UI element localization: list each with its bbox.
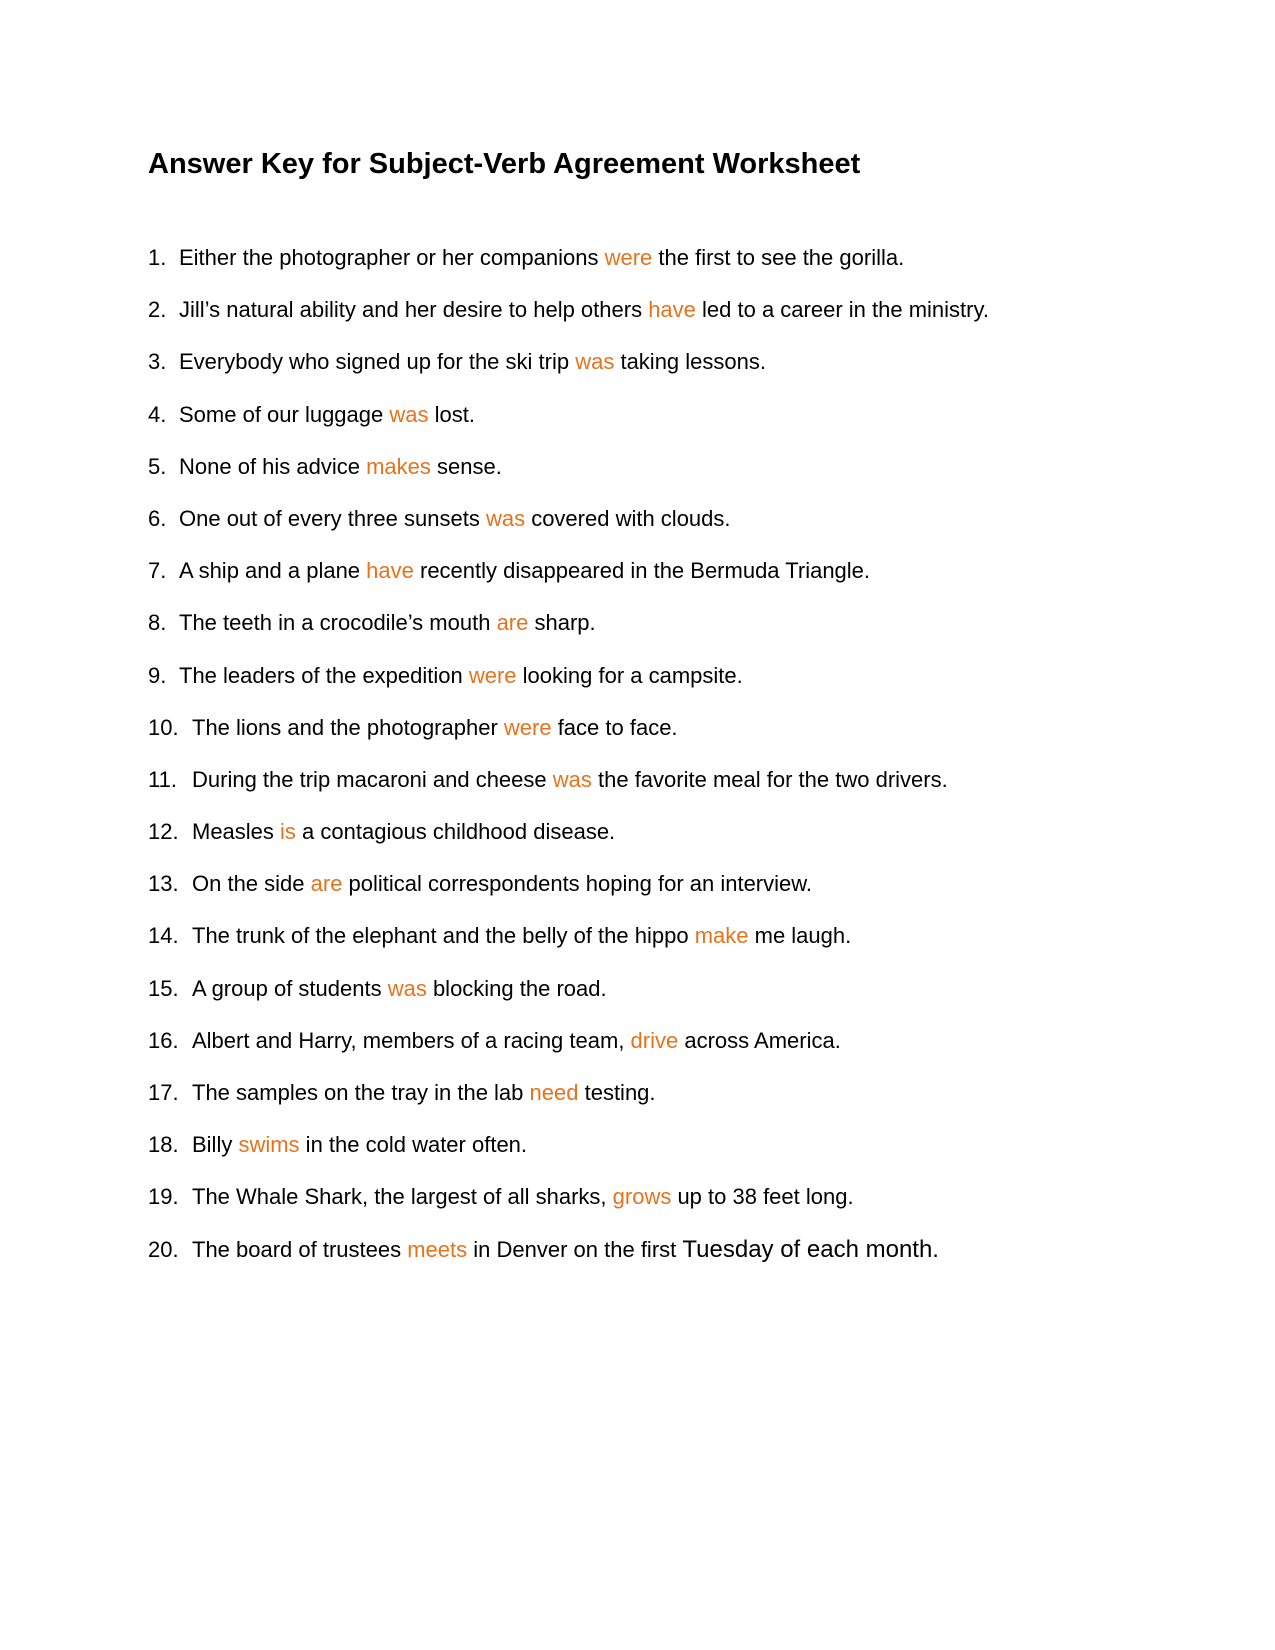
sentence-start: The teeth in a crocodile’s mouth (179, 610, 497, 636)
answer-verb: were (503, 714, 552, 740)
page-title: Answer Key for Subject-Verb Agreement Worksheet (148, 148, 861, 180)
sentence-end: covered with clouds. (525, 505, 731, 531)
item-number: 17. (148, 1080, 179, 1105)
sentence-end: testing. (578, 1080, 656, 1105)
list-item (148, 661, 1228, 713)
list-item (148, 452, 1228, 504)
list-item (148, 347, 1228, 399)
answer-verb: need (529, 1080, 579, 1105)
sentence-start: Jill’s natural ability and her desire to help others (179, 297, 649, 323)
item-number: 13. (148, 871, 179, 897)
answer-verb: was (552, 766, 592, 792)
item-number: 10. (148, 714, 179, 740)
item-number: 4. (148, 401, 167, 427)
answer-verb: drive (630, 1027, 679, 1053)
item-number: 7. (148, 558, 167, 584)
list-item (148, 400, 1228, 452)
list-item (148, 765, 1228, 817)
sentence-end-large: Tuesday of each month. (682, 1235, 939, 1263)
item-number: 11. (148, 766, 177, 792)
sentence-end: looking for a campsite. (516, 662, 743, 688)
sentence-start: Everybody who signed up for the ski trip (179, 349, 576, 375)
list-item (148, 608, 1228, 660)
sentence-end: face to face. (551, 714, 678, 740)
sentence-end: in the cold water often. (299, 1132, 528, 1158)
list-item (148, 556, 1228, 608)
sentence-end: taking lessons. (614, 349, 766, 375)
list-item (148, 1130, 1228, 1182)
answer-verb: is (280, 819, 296, 845)
sentence-end: sense. (430, 453, 502, 479)
item-number: 15. (148, 975, 179, 1001)
list-item (148, 869, 1228, 921)
item-number: 20. (148, 1236, 179, 1262)
sentence-end: across America. (678, 1027, 841, 1053)
sentence-end: recently disappeared in the Bermuda Triangle. (413, 558, 871, 584)
answer-verb: makes (366, 453, 431, 479)
answer-verb: have (648, 297, 696, 323)
list-item (148, 1235, 1228, 1287)
list-item (148, 974, 1228, 1026)
list-item (148, 713, 1228, 765)
sentence-start: A ship and a plane (179, 558, 367, 584)
sentence-start: The board of trustees (192, 1236, 408, 1262)
sentence-start: None of his advice (179, 453, 367, 479)
sentence-start: Either the photographer or her companions (179, 245, 605, 270)
sentence-start: One out of every three sunsets (179, 505, 486, 531)
sentence-end: led to a career in the ministry. (695, 297, 989, 323)
item-number: 9. (148, 662, 167, 688)
sentence-end: lost. (428, 401, 475, 427)
item-number: 19. (148, 1184, 179, 1210)
answer-verb: grows (612, 1184, 672, 1210)
answer-verb: was (389, 401, 429, 427)
item-number: 5. (148, 453, 167, 479)
item-number: 18. (148, 1132, 179, 1158)
item-number: 12. (148, 819, 179, 845)
sentence-start: The samples on the tray in the lab (192, 1080, 530, 1105)
answer-verb: make (694, 923, 749, 949)
list-item (148, 1078, 1228, 1130)
answer-verb: swims (238, 1132, 300, 1158)
answer-verb: was (485, 505, 526, 531)
answer-verb: are (496, 610, 529, 636)
sentence-start: During the trip macaroni and cheese (192, 766, 553, 792)
sentence-start: The leaders of the expedition (179, 662, 469, 688)
sentence-end: in Denver on the first (467, 1236, 683, 1262)
answer-verb: were (604, 245, 653, 270)
answer-verb: are (310, 871, 343, 897)
list-item (148, 243, 1228, 295)
sentence-end: sharp. (528, 610, 596, 636)
sentence-start: A group of students (192, 975, 388, 1001)
sentence-end: a contagious childhood disease. (295, 819, 616, 845)
sentence-end: up to 38 feet long. (671, 1184, 854, 1210)
answer-verb: were (468, 662, 517, 688)
sentence-start: Some of our luggage (179, 401, 390, 427)
list-item (148, 295, 1228, 347)
list-item (148, 921, 1228, 973)
item-number: 2. (148, 297, 167, 323)
answer-verb: have (366, 558, 414, 584)
item-number: 8. (148, 610, 167, 636)
answer-verb: was (387, 975, 427, 1001)
sentence-end: political correspondents hoping for an interview. (342, 871, 813, 897)
sentence-end: the first to see the gorilla. (652, 245, 905, 270)
list-item (148, 504, 1228, 556)
answer-verb: was (575, 349, 615, 375)
sentence-start: Billy (192, 1132, 239, 1158)
sentence-end: me laugh. (748, 923, 852, 949)
answer-list (148, 243, 1228, 1287)
sentence-end: blocking the road. (426, 975, 607, 1001)
sentence-start: On the side (192, 871, 311, 897)
list-item (148, 1182, 1228, 1234)
list-item (148, 1026, 1228, 1078)
sentence-start: Albert and Harry, members of a racing team, (192, 1027, 631, 1053)
item-number: 14. (148, 923, 179, 949)
item-number: 1. (148, 245, 167, 270)
sentence-start: The Whale Shark, the largest of all sharks, (192, 1184, 613, 1210)
sentence-start: Measles (192, 819, 281, 845)
answer-verb: meets (407, 1236, 468, 1262)
list-item (148, 817, 1228, 869)
sentence-start: The lions and the photographer (192, 714, 504, 740)
sentence-end: the favorite meal for the two drivers. (591, 766, 948, 792)
item-number: 16. (148, 1027, 179, 1053)
item-number: 3. (148, 349, 167, 375)
item-number: 6. (148, 505, 167, 531)
sentence-start: The trunk of the elephant and the belly of the hippo (192, 923, 695, 949)
